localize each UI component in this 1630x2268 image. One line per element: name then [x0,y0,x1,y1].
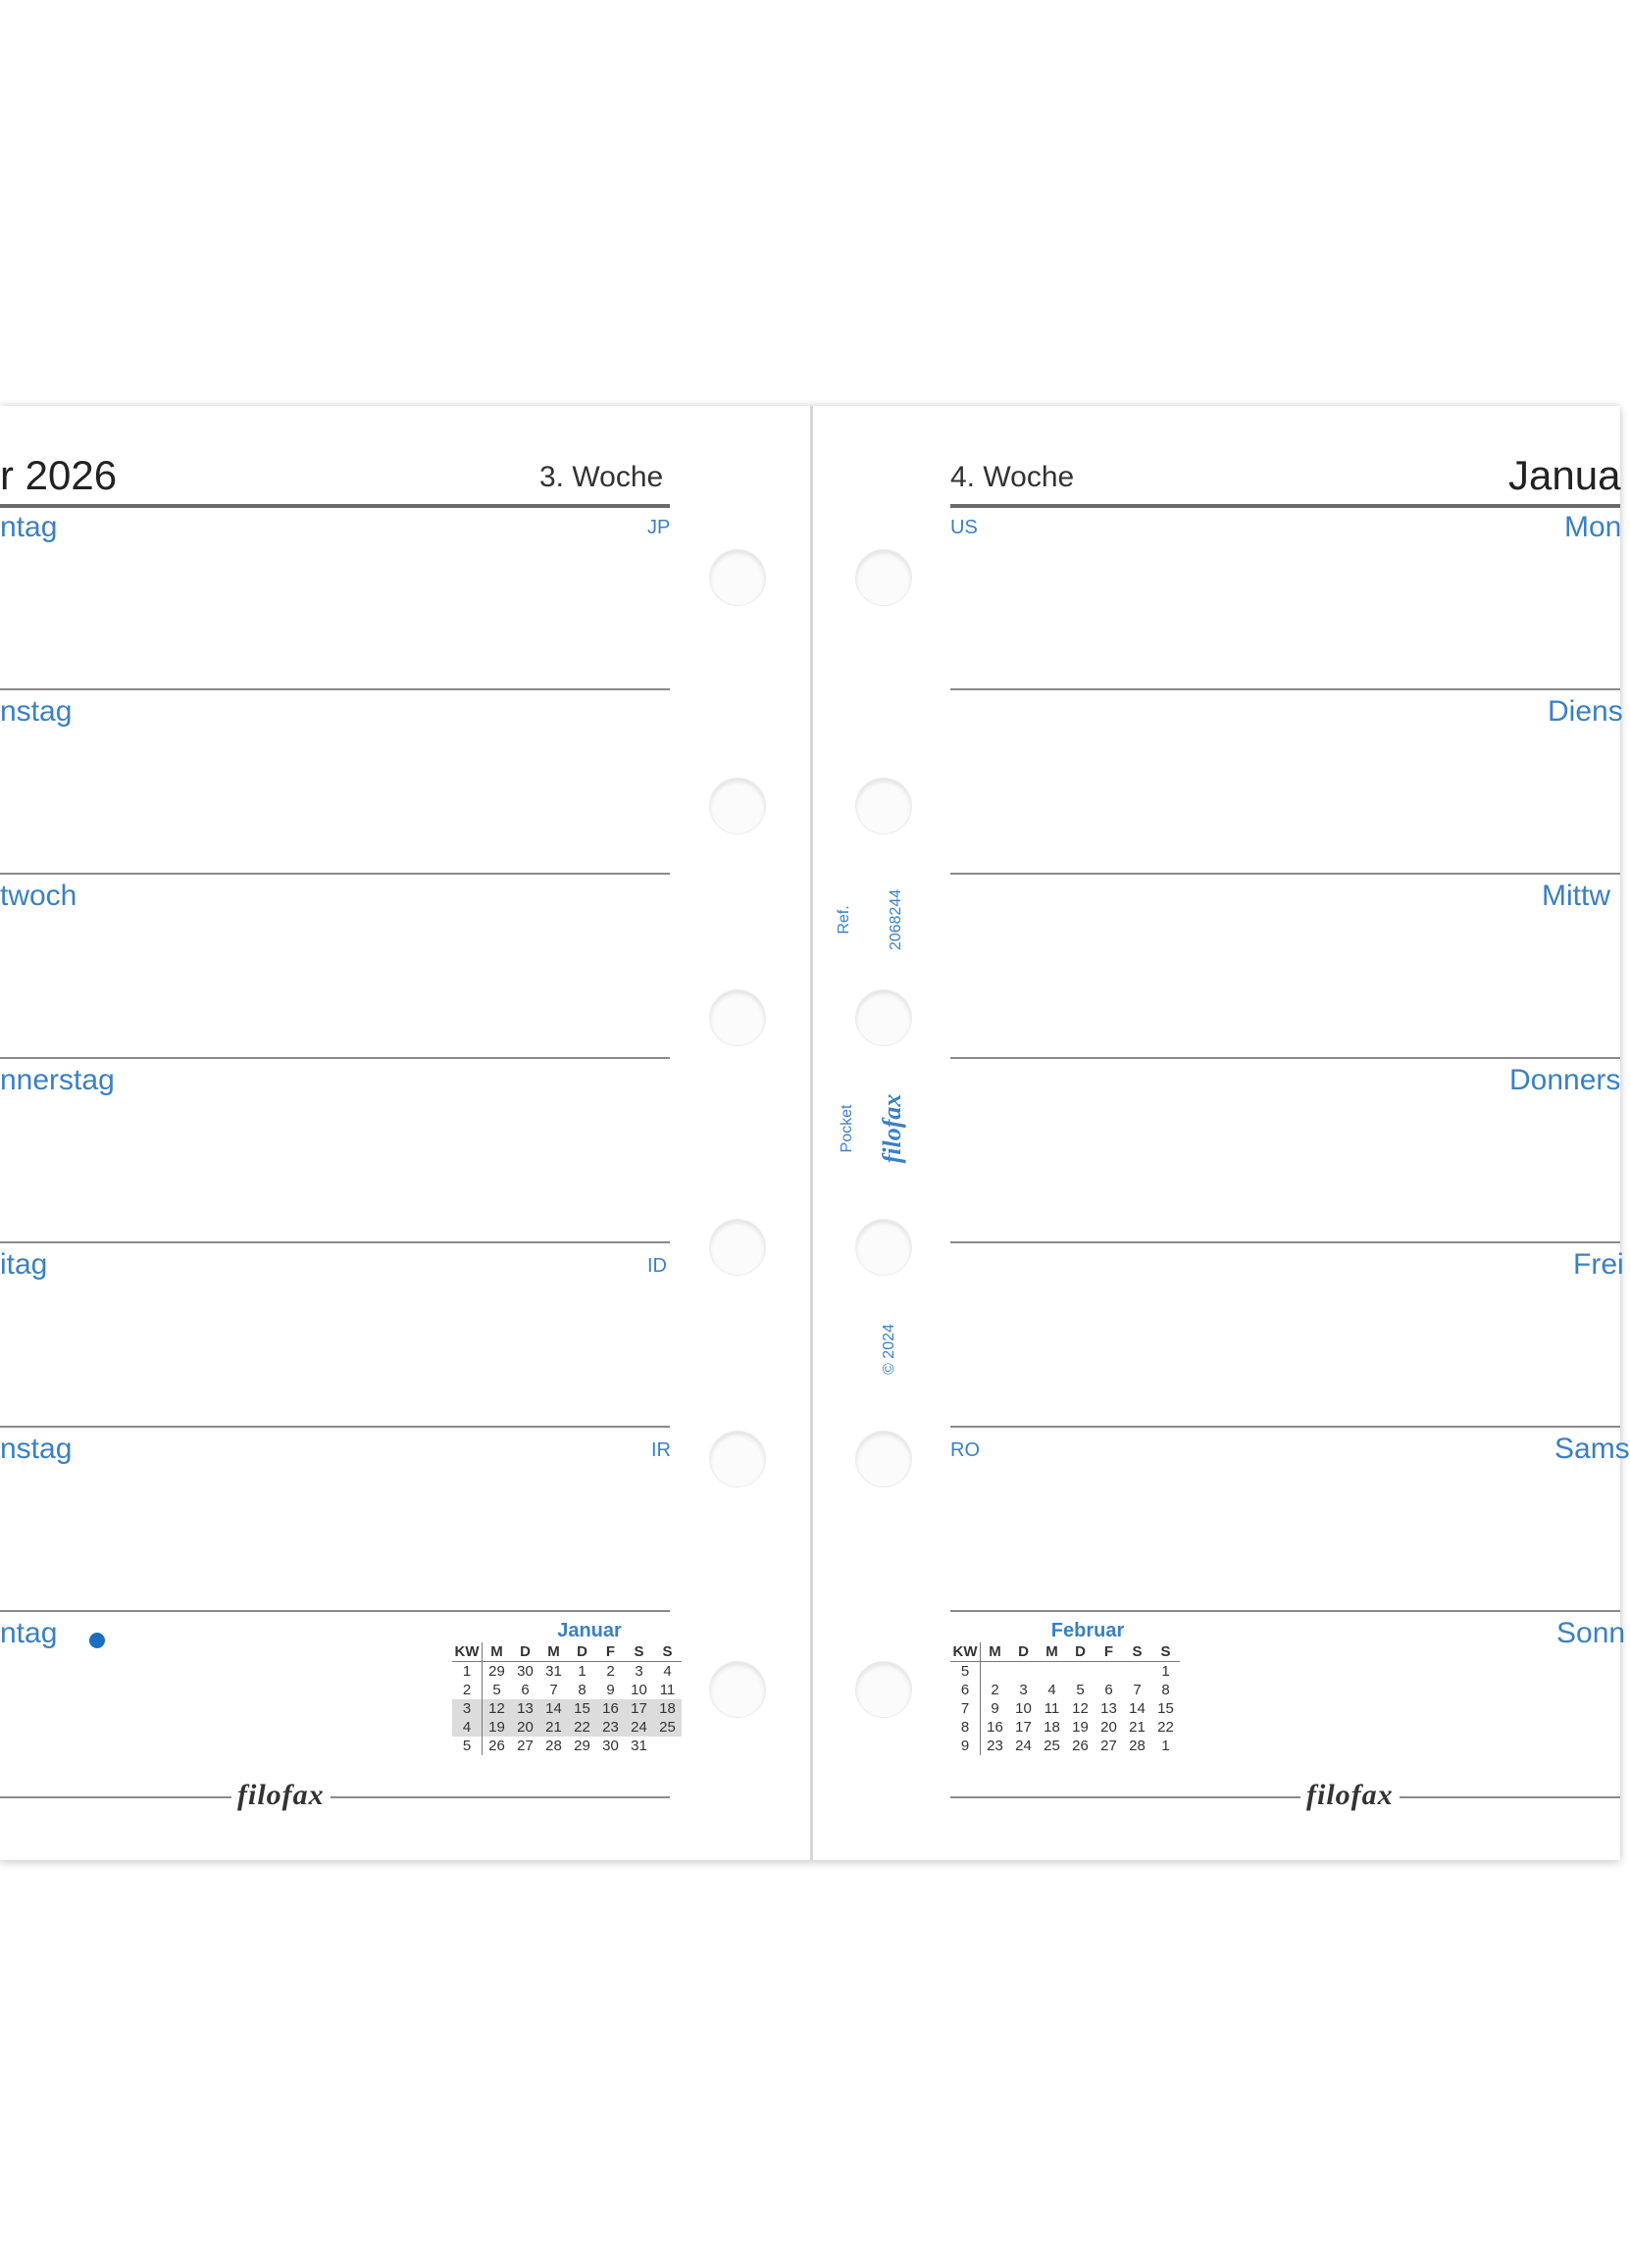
left-day-4-label: nnerstag [0,1064,115,1096]
mini-cal-cell: 15 [568,1699,596,1718]
mini-cal-cell: 30 [517,1663,534,1680]
mini-cal-cell: 13 [1100,1700,1117,1717]
mini-cal-header: S [653,1642,682,1662]
mini-cal-header: M [483,1642,512,1662]
mini-cal-cell: 15 [1157,1700,1174,1717]
mini-cal-cell: 30 [602,1738,619,1754]
mini-cal-cell: 23 [596,1718,625,1737]
left-footer-rule [0,1796,670,1798]
mini-cal-cell: 21 [1129,1719,1146,1736]
ring-hole [855,1219,912,1276]
mini-cal-cell: 1 [578,1663,586,1680]
mini-cal-cell: 7 [950,1699,981,1718]
mini-cal-cell: 31 [631,1738,647,1754]
right-day-4-label: Donners [1509,1064,1621,1096]
mini-cal-row [950,1699,1180,1718]
mini-cal-header: M [981,1642,1010,1662]
mini-cal-cell: 28 [545,1738,562,1754]
mini-cal-header: S [1123,1642,1151,1662]
right-footer-rule [950,1796,1620,1798]
right-day-3-label: Mittw [1542,880,1610,912]
left-day-5-country: ID [647,1255,667,1277]
mini-cal-cell: 25 [1044,1738,1060,1754]
right-day-6-country: RO [950,1439,980,1461]
mini-cal-cell: 29 [488,1663,505,1680]
mini-cal-cell: 23 [987,1738,1003,1754]
mini-cal-header: KW [950,1642,981,1662]
mini-cal-cell: 5 [950,1662,981,1682]
mini-cal-cell: 10 [1015,1700,1032,1717]
left-footer-logo: filofax [231,1779,331,1812]
right-day-3-rule [950,1057,1620,1059]
left-day-5-label: itag [0,1248,48,1281]
ring-hole [709,1219,766,1276]
mini-cal-cell: 27 [517,1738,534,1754]
left-day-3-label: twoch [0,880,77,912]
mini-cal-cell: 11 [1044,1700,1060,1717]
mini-cal-row [452,1737,682,1755]
ring-hole [855,1661,912,1718]
mini-cal-cell: 19 [483,1718,512,1737]
mini-cal-cell: 24 [625,1718,653,1737]
mini-cal-cell: 1 [1161,1738,1170,1754]
mini-cal-cell: 4 [1047,1682,1056,1698]
mini-cal-cell: 13 [511,1699,539,1718]
mini-cal-cell: 8 [578,1682,586,1698]
left-day-3-rule [0,1057,670,1059]
mini-cal-cell: 3 [452,1699,483,1718]
left-day-7-label: ntag [0,1617,58,1649]
mini-cal-row [950,1737,1180,1755]
left-day-1-label: ntag [0,511,58,543]
spine-ref-number: 2068244 [888,888,904,951]
right-day-1-country: US [950,517,978,538]
mini-cal-header: D [568,1642,596,1662]
mini-cal-cell: 17 [625,1699,653,1718]
ring-hole [709,1431,766,1487]
mini-cal-cell: 2 [606,1663,615,1680]
mini-cal-cell: 26 [488,1738,505,1754]
right-day-5-label: Frei [1573,1248,1624,1281]
right-page [813,406,1630,1860]
mini-cal-row-current-week [452,1718,682,1737]
spine-ref-label: Ref. [836,905,852,934]
mini-cal-cell: 9 [950,1737,981,1755]
ring-hole [855,1431,912,1487]
mini-cal-cell: 25 [653,1718,682,1737]
right-footer-logo: filofax [1300,1779,1400,1812]
mini-cal-cell: 22 [1157,1719,1174,1736]
mini-cal-header: S [625,1642,653,1662]
ring-hole [855,549,912,606]
mini-cal-cell: 16 [596,1699,625,1718]
mini-cal-cell: 14 [1129,1700,1146,1717]
mini-cal-header: D [1066,1642,1095,1662]
ring-hole [709,549,766,606]
left-day-6-rule [0,1610,670,1612]
mini-cal-cell: 6 [521,1682,530,1698]
mini-cal-cell: 20 [511,1718,539,1737]
left-month-year: r 2026 [0,452,118,498]
right-week-number: 4. Woche [950,461,1075,493]
mini-cal-cell [1123,1662,1151,1682]
mini-cal-cell: 18 [1044,1719,1060,1736]
right-day-2-label: Diens [1548,695,1623,728]
left-week-number: 3. Woche [539,461,664,493]
mini-cal-cell: 3 [635,1663,643,1680]
mini-cal-cell: 28 [1129,1738,1146,1754]
right-day-1-rule [950,688,1620,690]
mini-cal-cell: 11 [659,1682,676,1698]
mini-cal-cell: 24 [1015,1738,1032,1754]
ring-hole [709,778,766,834]
ring-hole [709,989,766,1046]
mini-cal-header: D [1009,1642,1038,1662]
mini-cal-row [950,1681,1180,1699]
right-day-6-rule [950,1610,1620,1612]
left-day-6-country: IR [651,1439,671,1461]
mini-cal-cell: 19 [1072,1719,1089,1736]
mini-cal-header: M [539,1642,568,1662]
mini-cal-cell: 14 [539,1699,568,1718]
mini-cal-header: F [596,1642,625,1662]
mini-cal-cell: 21 [539,1718,568,1737]
mini-cal-cell: 1 [452,1662,483,1682]
mini-cal-header: D [511,1642,539,1662]
right-mini-calendar [950,1620,1180,1755]
mini-cal-cell: 6 [950,1681,981,1699]
mini-cal-cell: 29 [574,1738,590,1754]
mini-cal-cell: 16 [987,1719,1003,1736]
mini-cal-cell: 4 [663,1663,672,1680]
mini-cal-row [950,1662,1180,1682]
mini-cal-cell: 4 [452,1718,483,1737]
mini-cal-cell: 8 [950,1718,981,1737]
mini-cal-cell [1066,1662,1095,1682]
left-day-6-label: nstag [0,1433,73,1465]
mini-cal-cell: 1 [1161,1663,1170,1680]
spine-copyright: © 2024 [881,1324,897,1375]
mini-cal-cell: 3 [1019,1682,1028,1698]
right-day-2-rule [950,873,1620,875]
mini-cal-cell [653,1737,682,1755]
ring-hole [709,1661,766,1718]
ring-hole [855,778,912,834]
mini-cal-cell: 12 [1072,1700,1089,1717]
left-day-2-rule [0,873,670,875]
right-day-4-rule [950,1241,1620,1243]
left-day-1-country: JP [647,517,671,538]
mini-cal-cell: 8 [1161,1682,1170,1698]
left-day-5-rule [0,1426,670,1428]
mini-cal-cell: 9 [991,1700,999,1717]
left-mini-calendar [452,1620,682,1755]
mini-cal-cell [1038,1662,1066,1682]
right-day-1-label: Mon [1564,511,1622,543]
mini-cal-row [452,1662,682,1682]
mini-cal-cell [1009,1662,1038,1682]
diary-spread [0,406,1630,1860]
left-page [0,406,810,1860]
mini-cal-header: S [1151,1642,1180,1662]
mini-cal-row-current-week [452,1699,682,1718]
left-mini-calendar-grid [452,1642,682,1755]
mini-cal-cell: 7 [1133,1682,1142,1698]
mini-cal-cell [1095,1662,1123,1682]
mini-cal-cell: 31 [545,1663,562,1680]
mini-cal-cell: 9 [606,1682,615,1698]
left-day-2-label: nstag [0,695,73,728]
mini-cal-cell: 5 [452,1737,483,1755]
right-mini-calendar-grid [950,1642,1180,1755]
mini-cal-cell: 6 [1104,1682,1113,1698]
mini-cal-cell: 18 [653,1699,682,1718]
right-day-5-rule [950,1426,1620,1428]
mini-cal-header: KW [452,1642,483,1662]
mini-cal-header: M [1038,1642,1066,1662]
mini-cal-header: F [1095,1642,1123,1662]
right-day-6-label: Sams [1554,1433,1630,1465]
spine-size-label: Pocket [839,1104,855,1153]
mini-cal-cell: 26 [1072,1738,1089,1754]
left-day-4-rule [0,1241,670,1243]
left-header-rule [0,504,670,508]
right-header-rule [950,504,1620,508]
mini-cal-cell: 5 [492,1682,501,1698]
right-mini-calendar-title: Februar [1050,1620,1125,1641]
mini-cal-row [950,1718,1180,1737]
mini-cal-cell [981,1662,1010,1682]
mini-cal-row [452,1681,682,1699]
mini-cal-cell: 22 [568,1718,596,1737]
mini-cal-cell: 27 [1100,1738,1117,1754]
mini-cal-cell: 12 [483,1699,512,1718]
mini-cal-cell: 7 [549,1682,558,1698]
spine-brand-logo: filofax [878,1093,906,1164]
right-day-7-label: Sonn [1556,1617,1626,1649]
mini-cal-cell: 2 [452,1681,483,1699]
left-mini-calendar-title: Januar [557,1620,622,1641]
mini-cal-cell: 17 [1015,1719,1032,1736]
left-day-1-rule [0,688,670,690]
mini-cal-cell: 10 [631,1682,647,1698]
ring-hole [855,989,912,1046]
right-month-year: Janua [1508,452,1621,498]
mini-cal-cell: 5 [1076,1682,1085,1698]
mini-cal-cell: 2 [991,1682,999,1698]
mini-cal-cell: 20 [1100,1719,1117,1736]
new-moon-dot [89,1633,105,1648]
